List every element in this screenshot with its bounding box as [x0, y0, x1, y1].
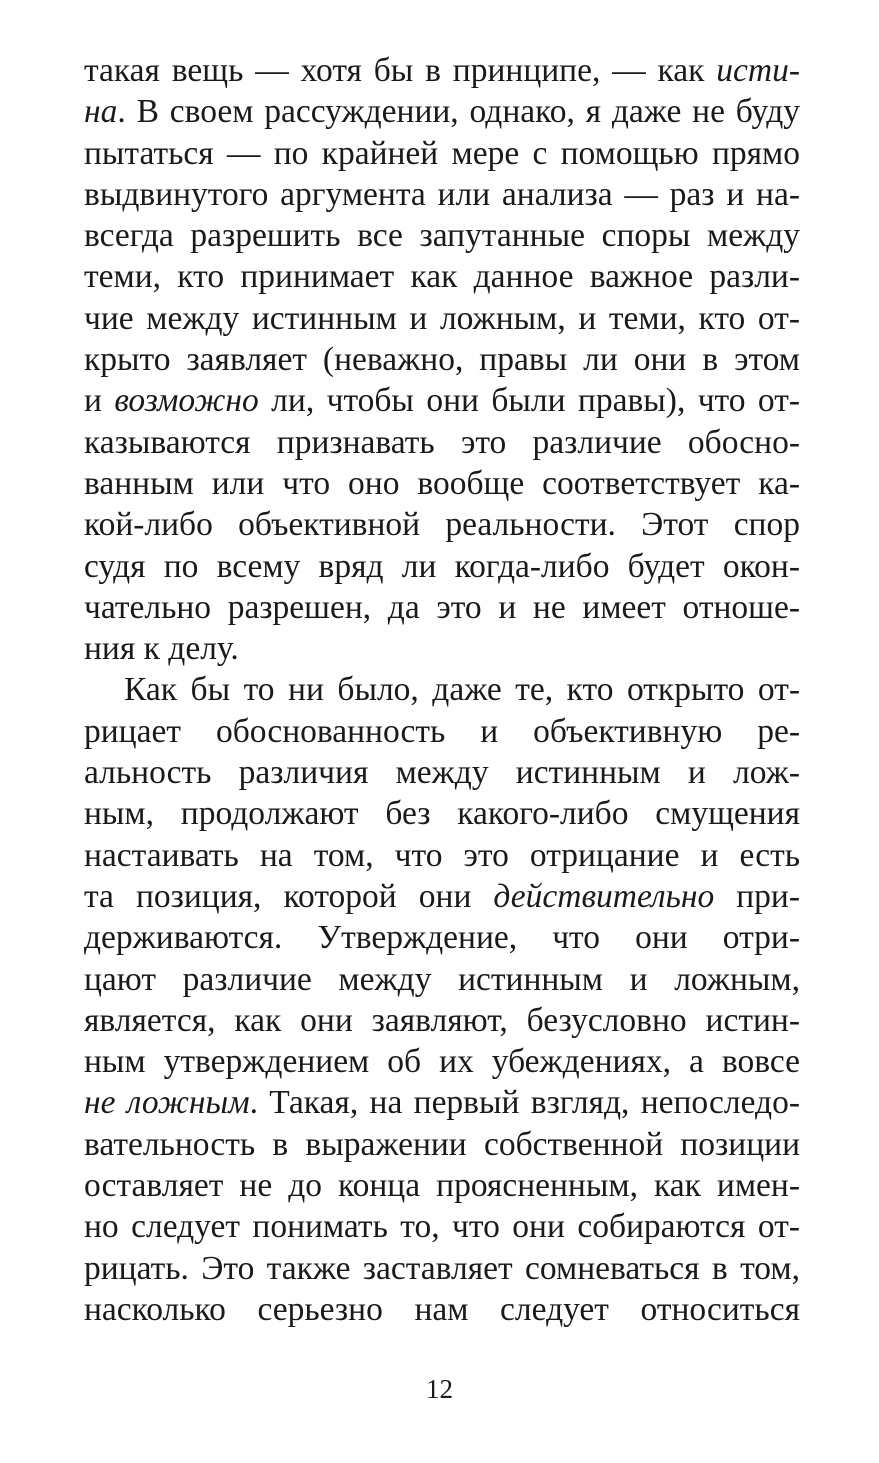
- text-segment: пытаться — по крайней мере с помощью прямо: [84, 134, 800, 172]
- text-line: [84, 1082, 800, 1123]
- italic-text: действительно: [493, 877, 715, 915]
- text-line: [84, 1000, 800, 1041]
- text-line: [84, 1165, 800, 1206]
- text-segment: рицать. Это также заставляет сомневаться в том,: [84, 1249, 800, 1287]
- text-segment: ным утверждением об их убеждениях, а вовсе: [84, 1043, 800, 1081]
- italic-text: возможно: [114, 382, 259, 420]
- text-segment: выдвинутого аргумента или анализа — раз и на-: [84, 175, 800, 213]
- text-segment: та позиция, которой они: [84, 877, 494, 915]
- text-line: [84, 1124, 800, 1165]
- text-line: [84, 380, 800, 421]
- text-segment: держиваются. Утверждение, что они отри-: [84, 919, 800, 957]
- paragraph: [84, 50, 800, 669]
- text-line: [84, 628, 800, 669]
- text-segment: судя по всему вряд ли когда-либо будет окон-: [84, 547, 800, 585]
- text-line: [84, 422, 800, 463]
- text-segment: чие между истинным и ложным, и теми, кто от-: [84, 299, 800, 337]
- text-line: [84, 876, 800, 917]
- text-segment: кой-либо объективной реальности. Этот спор: [84, 506, 800, 544]
- text-line: [84, 1206, 800, 1247]
- text-segment: ным, продолжают без какого-либо смущения: [84, 795, 800, 833]
- text-segment: Как бы то ни было, даже те, кто открыто от-: [124, 671, 800, 709]
- text-segment: вательность в выражении собственной позиции: [84, 1125, 800, 1163]
- text-segment: насколько серьезно нам следует относиться: [84, 1290, 800, 1328]
- text-line: [84, 793, 800, 834]
- text-line: [84, 1041, 800, 1082]
- text-segment: при-: [714, 877, 801, 915]
- text-segment: . Такая, на первый взгляд, непоследо-: [249, 1084, 800, 1122]
- text-line: [84, 504, 800, 545]
- text-segment: ния к делу.: [84, 630, 239, 668]
- text-segment: но следует понимать то, что они собираются от-: [84, 1208, 800, 1246]
- text-segment: цают различие между истинным и ложным,: [84, 960, 800, 998]
- text-line: [84, 587, 800, 628]
- text-line: [84, 50, 800, 91]
- text-segment: ли, чтобы они были правы), что от-: [258, 382, 800, 420]
- italic-text: не ложным: [84, 1084, 250, 1122]
- text-segment: альность различия между истинным и лож-: [84, 754, 800, 792]
- text-segment: и: [84, 382, 115, 420]
- text-line: [84, 133, 800, 174]
- text-segment: крыто заявляет (неважно, правы ли они в этом: [84, 341, 800, 379]
- text-segment: всегда разрешить все запутанные споры между: [84, 217, 800, 255]
- text-segment: теми, кто принимает как данное важное разли-: [84, 258, 800, 296]
- text-line: [84, 669, 800, 710]
- text-line: [84, 1289, 800, 1330]
- italic-text: на: [84, 93, 118, 131]
- page-number: 12: [426, 1374, 453, 1404]
- text-line: [84, 1248, 800, 1289]
- text-body: [84, 50, 800, 1330]
- text-line: [84, 917, 800, 958]
- text-line: [84, 711, 800, 752]
- text-line: [84, 546, 800, 587]
- text-line: [84, 298, 800, 339]
- italic-text: исти-: [716, 52, 800, 89]
- text-segment: ванным или что оно вообще соответствует ка-: [84, 464, 800, 502]
- text-segment: такая вещь — хотя бы в принципе, — как: [84, 52, 717, 89]
- text-line: [84, 256, 800, 297]
- text-segment: чательно разрешен, да это и не имеет отноше-: [84, 588, 800, 626]
- text-line: [84, 91, 800, 132]
- text-line: [84, 174, 800, 215]
- text-line: [84, 339, 800, 380]
- text-segment: казываются признавать это различие обосно-: [84, 423, 800, 461]
- text-segment: рицает обоснованность и объективную ре-: [84, 712, 800, 750]
- text-segment: . В своем рассуждении, однако, я даже не буду: [117, 93, 800, 131]
- text-segment: оставляет не до конца проясненным, как имен-: [84, 1167, 800, 1205]
- text-line: [84, 463, 800, 504]
- text-line: [84, 835, 800, 876]
- text-line: [84, 215, 800, 256]
- text-segment: является, как они заявляют, безусловно истин-: [84, 1001, 800, 1039]
- text-line: [84, 752, 800, 793]
- paragraph: [84, 669, 800, 1330]
- text-segment: настаивать на том, что это отрицание и есть: [84, 836, 800, 874]
- text-line: [84, 959, 800, 1000]
